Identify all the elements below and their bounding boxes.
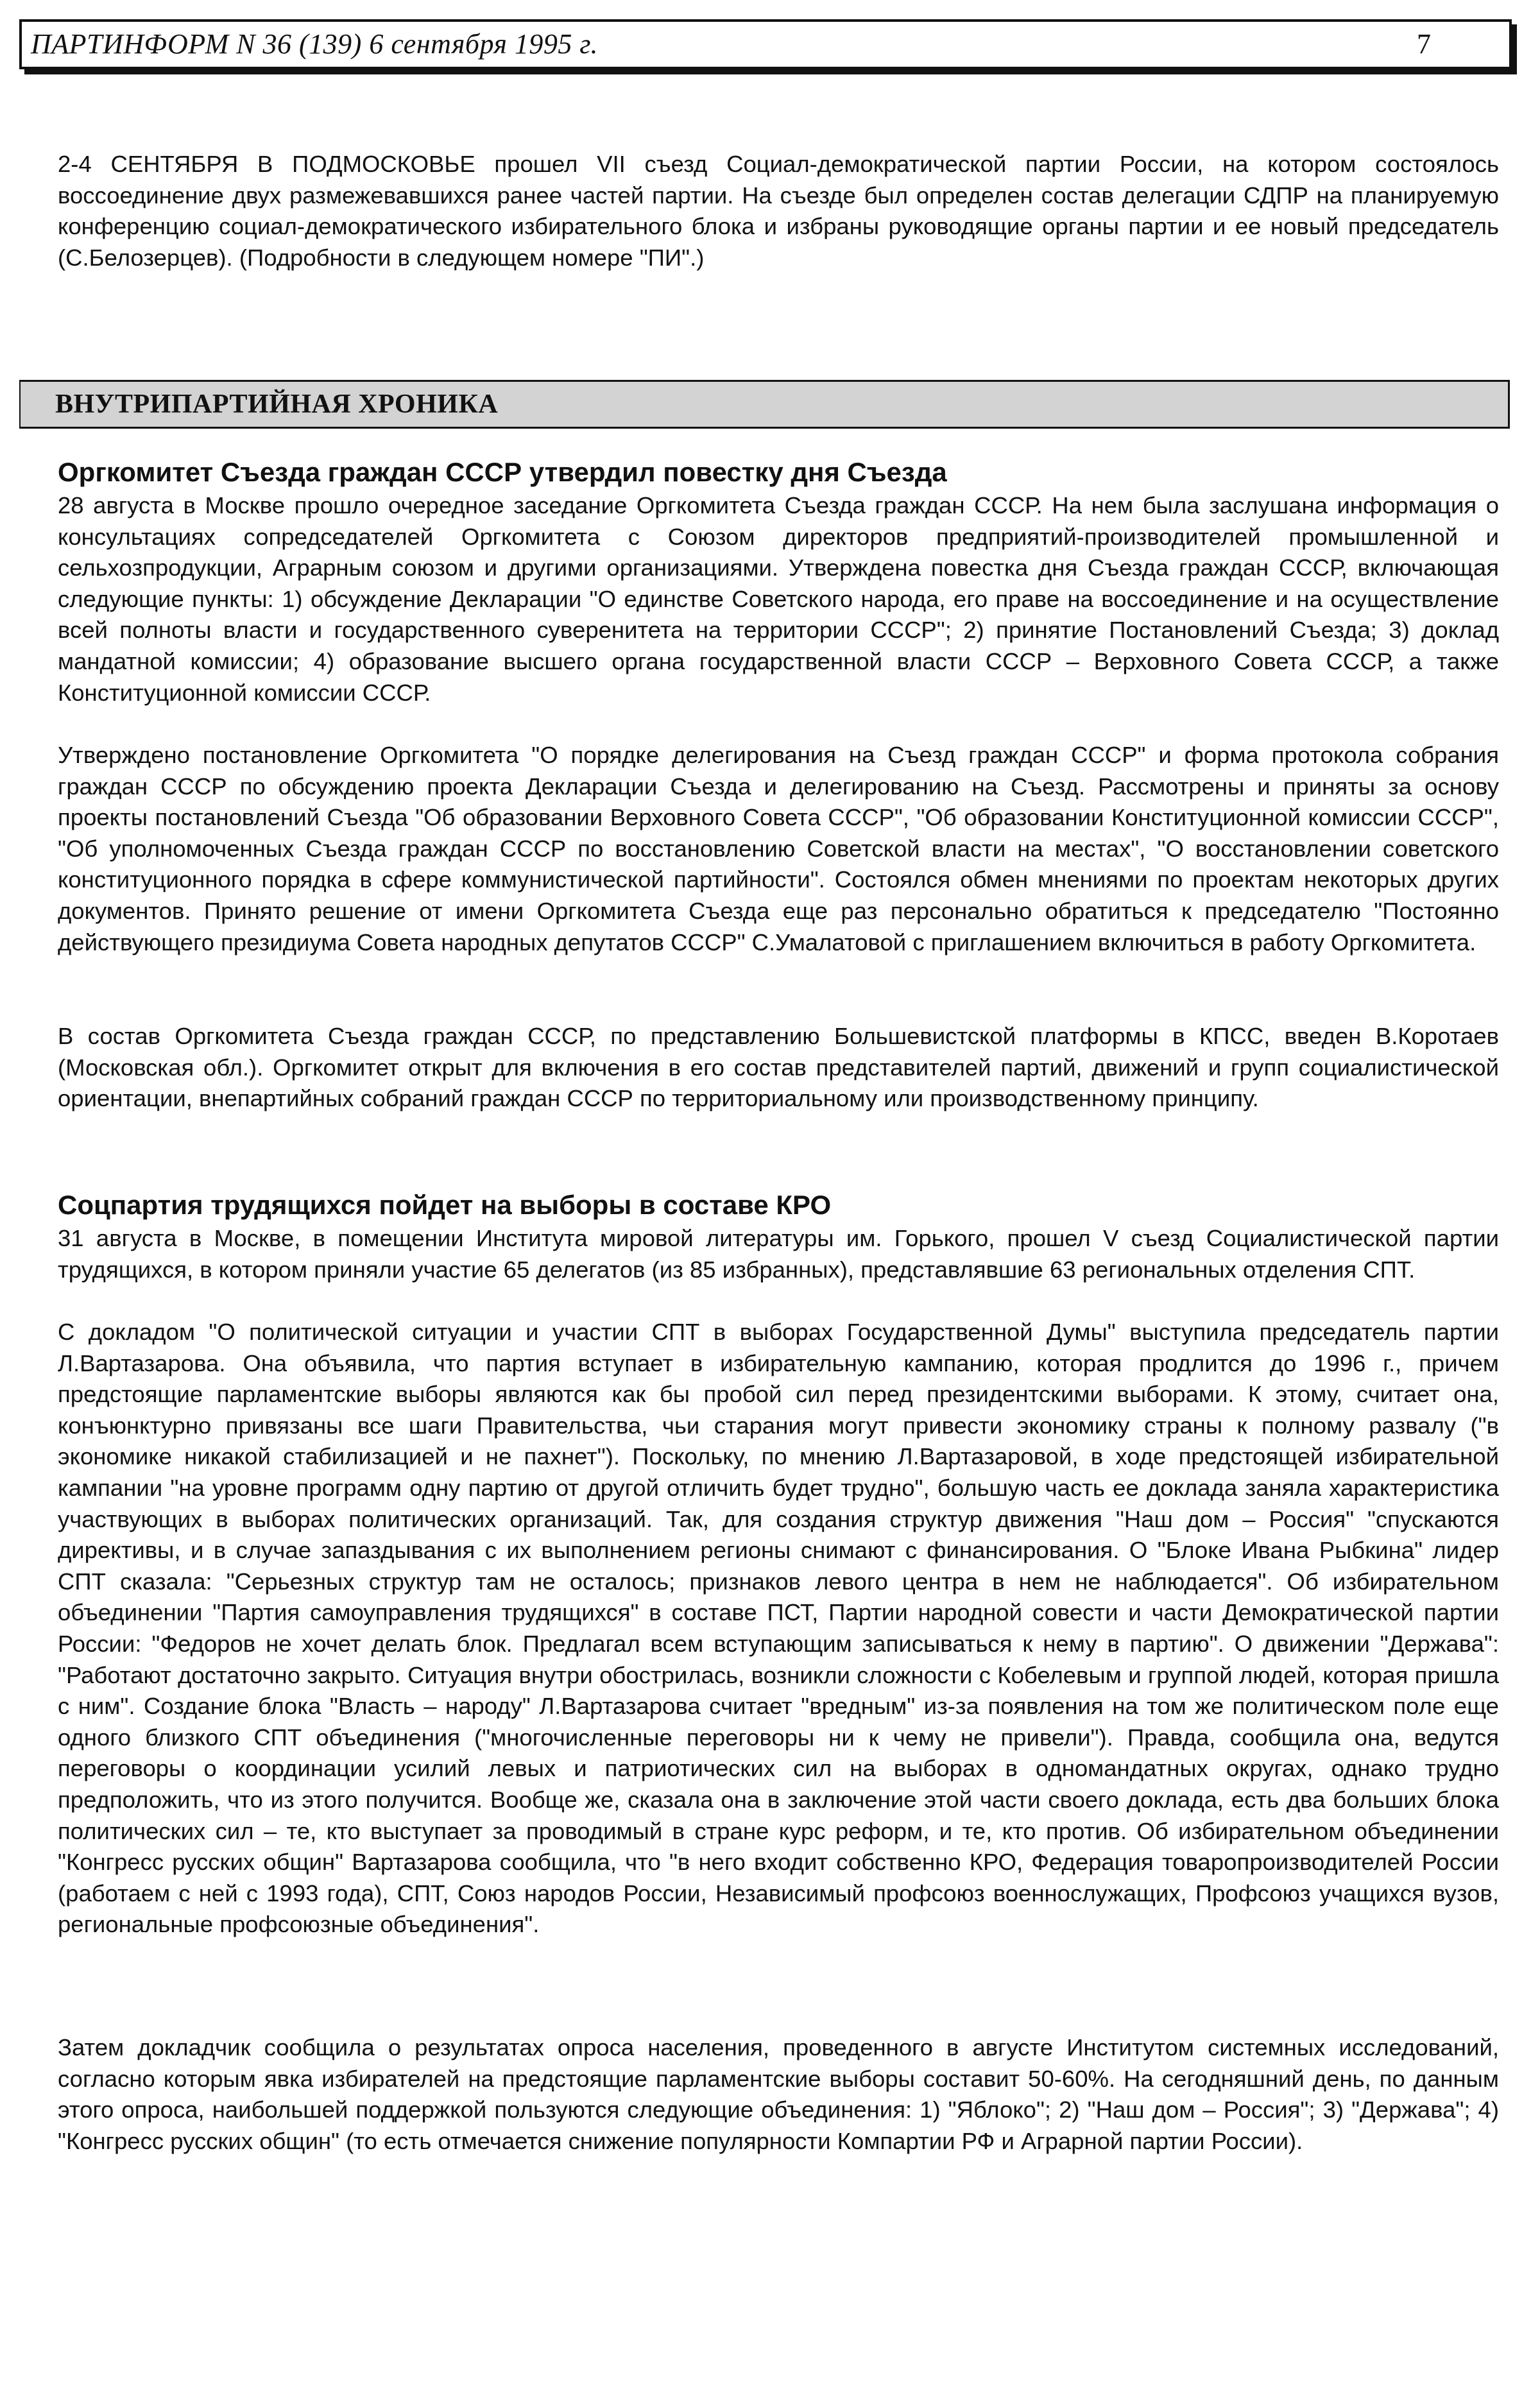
- article-2-headline: Соцпартия трудящихся пойдет на выборы в составе КРО: [58, 1190, 832, 1220]
- article-1-paragraph-3: В состав Оргкомитета Съезда граждан СССР, по представлению Большевистской платформы в КПСС, введен В.Коротаев (Московская обл.). Оргкомитет открыт для включения в его состав представителей партий, движений и групп социалистической ориентации, внепартийных собраний граждан СССР по территориальному или производственному принципу.: [58, 1023, 1499, 1112]
- article-1-paragraph-1: 28 августа в Москве прошло очередное заседание Оргкомитета Съезда граждан СССР. На нем была заслушана информация о консультациях сопредседателей Оргкомитета с Союзом директоров предприятий-производителей промышленной и сельхозпродукции, Аграрным союзом и другими организациями. Утверждена повестка дня Съезда граждан СССР, включающая следующие пункты: 1) обсуждение Декларации "О единстве Советского народа, его праве на воссоединение и на осуществление всей полноты власти и государственного суверенитета на территории СССР"; 2) принятие Постановлений Съезда; 3) доклад мандатной комиссии; 4) образование высшего органа государственной власти СССР – Верховного Совета СССР, а также Конституционной комиссии СССР.: [58, 492, 1499, 706]
- publication-title: ПАРТИНФОРМ N 36 (139) 6 сентября 1995 г.: [31, 28, 598, 60]
- article-1-headline: Оргкомитет Съезда граждан СССР утвердил повестку дня Съезда: [58, 457, 947, 487]
- article-2-paragraph-3: Затем докладчик сообщила о результатах опроса населения, проведенного в августе Институтом системных исследований, согласно которым явка избирателей на предстоящие парламентские выборы составит 50-60%. На сегодняшний день, по данным этого опроса, наибольшей поддержкой пользуются следующие объединения: 1) "Яблоко"; 2) "Наш дом – Россия"; 3) "Держава"; 4) "Конгресс русских общин" (то есть отмечается снижение популярности Компартии РФ и Аграрной партии России).: [58, 2034, 1499, 2154]
- article-1-paragraph-2: Утверждено постановление Оргкомитета "О порядке делегирования на Съезд граждан СССР" и форма протокола собрания граждан СССР по обсуждению проекта Декларации Съезда и делегированию на Съезд. Рассмотрены и приняты за основу проекты постановлений Съезда "Об образовании Верховного Совета СССР", "Об образовании Конституционной комиссии СССР", "Об уполномоченных Съезда граждан СССР по восстановлению Советской власти на местах", "О восстановлении советского конституционного порядка в сфере коммунистической партийности". Состоялся обмен мнениями по проектам некоторых других документов. Принято решение от имени Оргкомитета Съезда еще раз персонально обратиться к председателю "Постоянно действующего президиума Совета народных депутатов СССР" С.Умалатовой с приглашением включиться в работу Оргкомитета.: [58, 742, 1499, 955]
- page-header: [19, 19, 1512, 69]
- section-title: ВНУТРИПАРТИЙНАЯ ХРОНИКА: [55, 390, 499, 419]
- section-banner: [19, 380, 1510, 429]
- intro-paragraph: 2-4 СЕНТЯБРЯ В ПОДМОСКОВЬЕ прошел VII съезд Социал-демократической партии России, на котором состоялось воссоединение двух размежевавшихся ранее частей партии. На съезде был определен состав делегации СДПР на планируемую конференцию социал-демократического избирательного блока и избраны руководящие органы партии и ее новый председатель (С.Белозерцев). (Подробности в следующем номере "ПИ".): [58, 151, 1499, 271]
- page-number: 7: [1417, 28, 1431, 60]
- article-2-paragraph-1: 31 августа в Москве, в помещении Института мировой литературы им. Горького, прошел V съезд Социалистической партии трудящихся, в котором приняли участие 65 делегатов (из 85 избранных), представлявшие 63 региональных отделения СПТ.: [58, 1225, 1499, 1283]
- article-2-paragraph-2: С докладом "О политической ситуации и участии СПТ в выборах Государственной Думы" выступила председатель партии Л.Вартазарова. Она объявила, что партия вступает в избирательную кампанию, которая продлится до 1996 г., причем предстоящие парламентские выборы являются как бы пробой сил перед президентскими выборами. К этому, считает она, конъюнктурно привязаны все шаги Правительства, чьи старания могут привести экономику страны к полному развалу ("в экономике никакой стабилизацией и не пахнет"). Поскольку, по мнению Л.Вартазаровой, в ходе предстоящей избирательной кампании "на уровне программ одну партию от другой отличить будет трудно", большую часть ее доклада заняла характеристика участвующих в выборах политических организаций. Так, для создания структур движения "Наш дом – Россия" "спускаются директивы, и в случае запаздывания с их выполнением регионы снимают с финансирования. О "Блоке Ивана Рыбкина" лидер СПТ сказала: "Серьезных структур там не осталось; признаков левого центра в нем не наблюдается". Об избирательном объединении "Партия самоуправления трудящихся" в составе ПСТ, Партии народной совести и части Демократической партии России: "Федоров не хочет делать блок. Предлагал всем вступающим записываться к нему в партию". О движении "Держава": "Работают достаточно закрыто. Ситуация внутри обострилась, возникли сложности с Кобелевым и группой людей, которая пришла с ним". Создание блока "Власть – народу" Л.Вартазарова считает "вредным" из-за появления на том же политическом поле еще одного близкого СПТ объединения ("многочисленные переговоры ни к чему не привели"). Правда, сообщила она, ведутся переговоры о координации усилий левых и патриотических сил на выборах в одномандатных округах, однако трудно предположить, что из этого получится. Вообще же, сказала она в заключение этой части своего доклада, есть два больших блока политических сил – те, кто выступает за проводимый в стране курс реформ, и те, кто против. Об избирательном объединении "Конгресс русских общин" Вартазарова сообщила, что "в него входит собственно КРО, Федерация товаропроизводителей России (работаем с ней с 1993 года), СПТ, Союз народов России, Независимый профсоюз военнослужащих, Профсоюз учащихся вузов, региональные профсоюзные объединения".: [58, 1319, 1499, 1938]
